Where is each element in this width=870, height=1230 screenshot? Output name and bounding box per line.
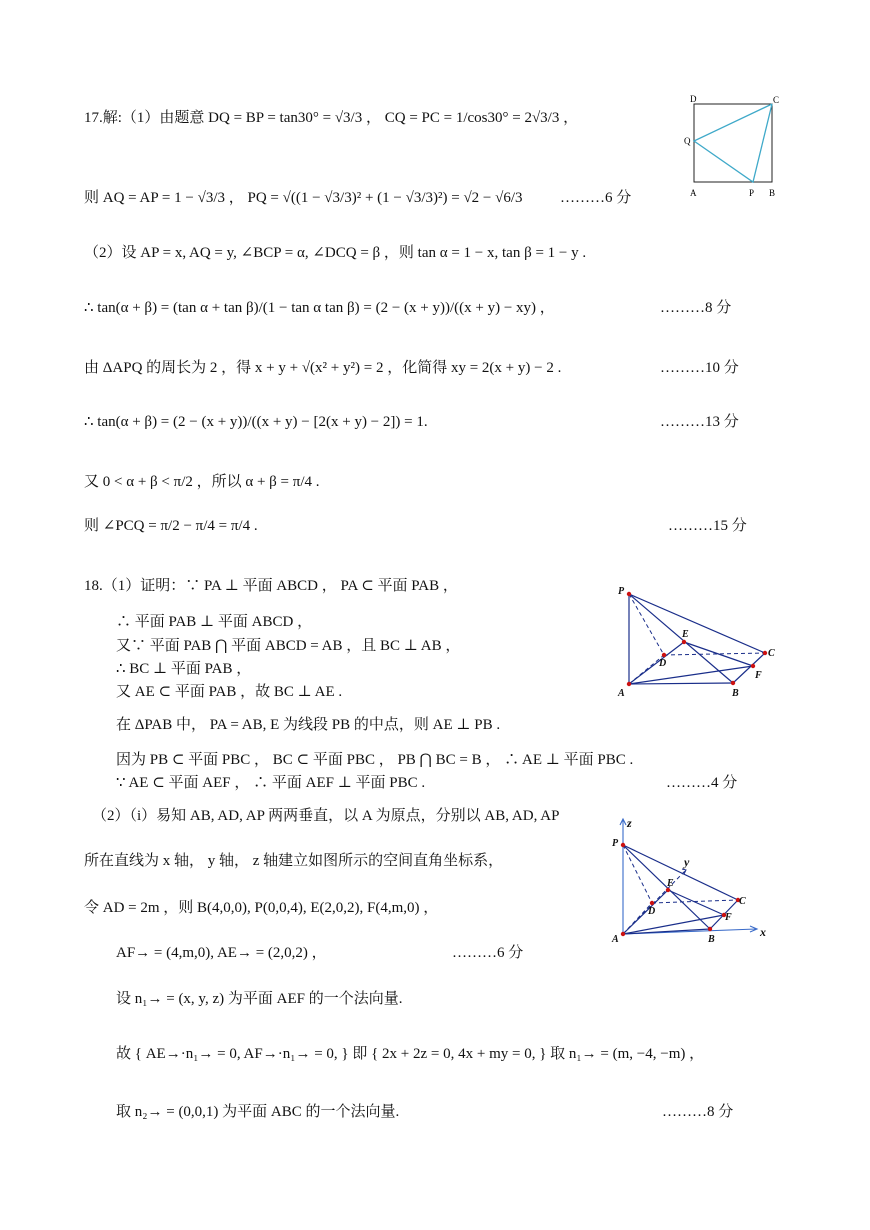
score-6b: ………6 分: [452, 945, 524, 961]
fig17-label-D: D: [690, 94, 697, 104]
p18-line-2: ∴ 平面 PAB ⊥ 平面 ABCD ，: [116, 614, 313, 630]
fig18b-label-B: B: [708, 934, 715, 944]
fig17-label-Q: Q: [684, 136, 691, 146]
p18-line-3: 又∵ 平面 PAB ⋂ 平面 ABCD = AB ，且 BC ⊥ AB ，: [116, 638, 461, 654]
fig18a-label-C: C: [768, 648, 775, 659]
p18-line-15: 取 n₂→ = (0,0,1) 为平面 ABC 的一个法向量.: [116, 1104, 400, 1120]
fig18b-label-x: x: [760, 925, 766, 939]
fig17-label-C: C: [773, 95, 780, 105]
p18-line-12: AF→ = (4,m,0), AE→ = (2,0,2) ，: [116, 945, 327, 961]
score-15: ………15 分: [668, 518, 747, 534]
p17-line-5: 由 ΔAPQ 的周长为 2 ，得 x + y + √(x² + y²) = 2 ，化简得 xy = 2(x + y) − 2 .: [84, 360, 562, 376]
fig18a-label-D: D: [659, 658, 667, 669]
score-8b: ………8 分: [662, 1104, 734, 1120]
p18-line-9: （2）（i）易知 AB, AD, AP 两两垂直，以 A 为原点，分别以 AB, AD, AP: [92, 808, 560, 824]
p17-line-7: 又 0 < α + β < π/2 ，所以 α + β = π/4 .: [84, 474, 320, 490]
figure-18-pyramid: [612, 582, 792, 706]
p17-line-2: 则 AQ = AP = 1 − √3/3 ， PQ = √((1 − √3/3)² + (1 − √3/3)²) = √2 − √6/3: [84, 190, 523, 206]
fig18a-label-B: B: [732, 688, 739, 699]
fig18b-label-E: E: [667, 878, 674, 889]
p17-line-4: ∴ tan(α + β) = (tan α + tan β)/(1 − tan α tan β) = (2 − (x + y))/((x + y) − xy) ，: [84, 300, 555, 316]
p18-line-5: 又 AE ⊂ 平面 PAB ，故 BC ⊥ AE .: [116, 684, 343, 700]
p18-line-13: 设 n₁→ = (x, y, z) 为平面 AEF 的一个法向量.: [116, 991, 403, 1007]
fig18b-label-D: D: [648, 906, 656, 917]
p18-line-6: 在 ΔPAB 中， PA = AB, E 为线段 PB 的中点，则 AE ⊥ PB .: [116, 717, 501, 733]
p18-line-4: ∴ BC ⊥ 平面 PAB ，: [116, 661, 252, 677]
fig18b-label-z: z: [627, 816, 632, 830]
p17-line-8: 则 ∠PCQ = π/2 − π/4 = π/4 .: [84, 518, 258, 534]
p18-line-8: ∵ AE ⊂ 平面 AEF ， ∴ 平面 AEF ⊥ 平面 PBC .: [116, 775, 426, 791]
score-4: ………4 分: [666, 775, 738, 791]
p18-line-14: 故 { AE→·n₁→ = 0, AF→·n₁→ = 0, } 即 { 2x + 2z = 0, 4x + my = 0, } 取 n₁→ = (m, −4, −m) ，: [116, 1046, 705, 1062]
figure-18-axes: [606, 812, 786, 944]
fig18b-label-C: C: [739, 896, 746, 907]
score-13: ………13 分: [660, 414, 739, 430]
fig18a-label-A: A: [618, 688, 625, 699]
fig17-label-B: B: [769, 188, 776, 198]
p17-line-3: （2）设 AP = x, AQ = y, ∠BCP = α, ∠DCQ = β ，则 tan α = 1 − x, tan β = 1 − y .: [84, 245, 587, 261]
p18-line-11: 令 AD = 2m ，则 B(4,0,0), P(0,0,4), E(2,0,2), F(4,m,0) ，: [84, 900, 439, 916]
fig18a-label-P: P: [618, 586, 625, 597]
fig18a-label-F: F: [755, 670, 762, 681]
fig17-label-P: P: [749, 188, 755, 198]
score-10: ………10 分: [660, 360, 739, 376]
p18-line-1: 18.（1）证明：∵ PA ⊥ 平面 ABCD ， PA ⊂ 平面 PAB ，: [84, 578, 458, 594]
p17-line-1: 17.解:（1）由题意 DQ = BP = tan30° = √3/3 ， CQ = PC = 1/cos30° = 2√3/3 ，: [84, 110, 579, 126]
p18-line-7: 因为 PB ⊂ 平面 PBC ， BC ⊂ 平面 PBC ， PB ⋂ BC = B ， ∴ AE ⊥ 平面 PBC .: [116, 752, 634, 768]
fig18b-label-A: A: [612, 934, 619, 944]
score-8: ………8 分: [660, 300, 732, 316]
fig18b-label-F: F: [725, 912, 732, 923]
fig18b-label-P: P: [612, 838, 619, 849]
p17-line-6: ∴ tan(α + β) = (2 − (x + y))/((x + y) − [2(x + y) − 2]) = 1.: [84, 414, 428, 430]
p18-line-10: 所在直线为 x 轴， y 轴， z 轴建立如图所示的空间直角坐标系，: [84, 853, 504, 869]
fig18a-label-E: E: [682, 629, 689, 640]
fig17-label-A: A: [690, 188, 697, 198]
figure-17-square: [684, 94, 784, 202]
fig18b-label-y: y: [684, 855, 690, 869]
score-6: ………6 分: [560, 190, 632, 206]
